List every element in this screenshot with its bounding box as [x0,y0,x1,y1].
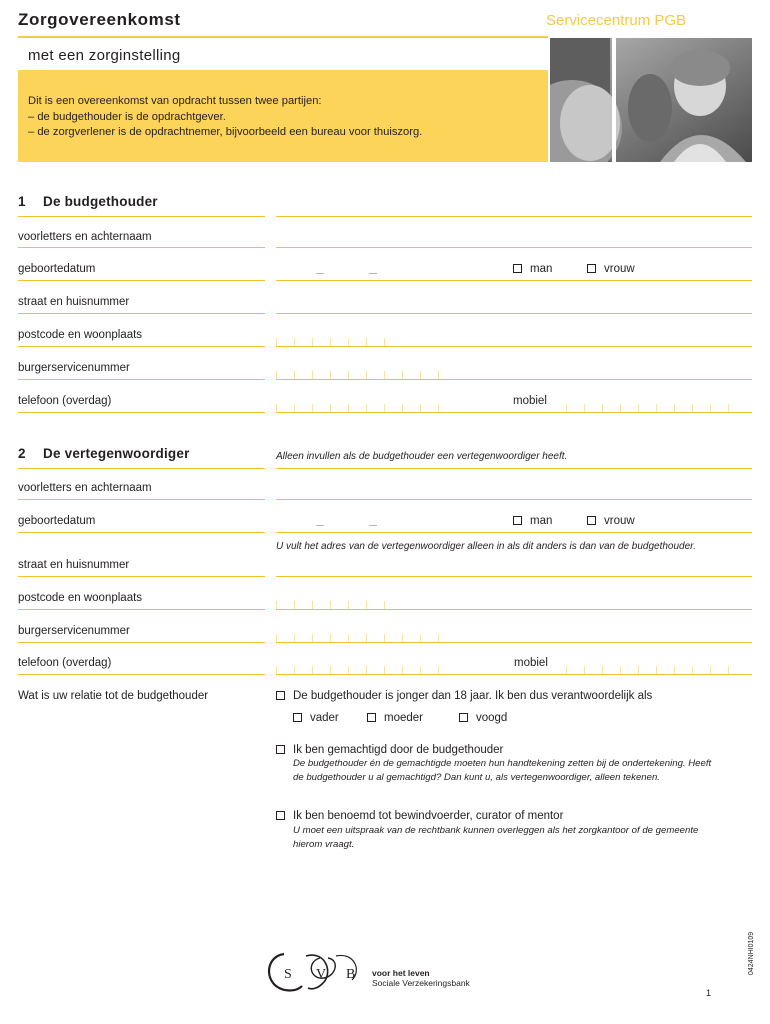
s1-vrouw-option[interactable] [587,263,635,275]
relation-guardian-option[interactable] [459,712,507,724]
s2-mobile-label: mobiel [514,657,548,669]
relation-authorized-label: Ik ben gemachtigd door de budgethouder [293,744,504,756]
s2-postcode-label: postcode en woonplaats [18,592,143,604]
s2-birthdate-label: geboortedatum [18,515,96,527]
relation-authorized-checkbox[interactable] [276,745,285,754]
s1-name-field[interactable] [276,247,752,248]
s2-man-checkbox[interactable] [513,516,522,525]
section-2-heading [18,446,190,461]
s2-phone-label: telefoon (overdag) [18,657,112,669]
s2-date-separator [369,525,377,526]
relation-authorized-option[interactable] [276,744,503,756]
s1-birthdate-rule-left [18,280,265,281]
relation-authorized-note: De budgethouder én de gemachtigde moeten hun handtekening zetten bij de ondertekening. Heeft de budgethouder u al gemachtigd? Dan kunt u, als vertegenwoordiger, alleen tekenen. [293,758,712,783]
intro-line-1: Dit is een overeenkomst van opdracht tussen twee partijen: [28,95,322,107]
s2-birthdate-rule-left [18,532,265,533]
s1-bsn-field[interactable] [276,379,752,380]
s1-postcode-field[interactable] [276,346,752,347]
s1-phone-field[interactable] [276,412,752,413]
relation-appointed-option[interactable] [276,810,563,822]
logo-text [372,968,470,988]
logo-letter-b: B [346,967,356,982]
s2-phone-boxes [276,666,439,674]
s2-relation-label: Wat is uw relatie tot de budgethouder [18,690,209,702]
s1-date-separator [369,273,377,274]
relation-mother-label: moeder [384,712,423,724]
s2-postcode-boxes [276,601,385,609]
s2-birthdate-field[interactable] [276,532,752,533]
s2-postcode-rule-left [18,609,265,610]
relation-minor-label: De budgethouder is jonger dan 18 jaar. Ik ben dus verantwoordelijk als [293,690,653,702]
relation-appointed-checkbox[interactable] [276,811,285,820]
s1-postcode-rule-left [18,346,265,347]
intro-box [18,70,548,162]
relation-father-checkbox[interactable] [293,713,302,722]
section-2-rule-right [276,468,752,469]
logo-letter-s: S [284,967,292,982]
photo-illustration [550,38,752,162]
relation-guardian-checkbox[interactable] [459,713,468,722]
s1-mobile-label: mobiel [513,395,547,407]
s1-date-separator [316,273,324,274]
relation-father-option[interactable] [293,712,339,724]
section-1-rule-right [276,216,752,217]
relation-father-label: vader [310,712,339,724]
s2-man-option[interactable] [513,515,552,527]
s1-phone-boxes [276,404,439,412]
relation-mother-checkbox[interactable] [367,713,376,722]
s2-mobile-boxes [566,666,729,674]
page-number: 1 [706,988,712,998]
s1-phone-rule-left [18,412,265,413]
intro-line-3: – de zorgverlener is de opdrachtnemer, bijvoorbeeld een bureau voor thuiszorg. [28,126,423,138]
s2-bsn-boxes [276,634,439,642]
section-2-title: De vertegenwoordiger [43,446,190,461]
logo-org: Sociale Verzekeringsbank [372,978,470,988]
s1-bsn-boxes [276,371,439,379]
s1-vrouw-label: vrouw [604,263,635,275]
s1-bsn-label: burgerservicenummer [18,362,130,374]
section-1-heading [18,194,158,209]
s2-postcode-field[interactable] [276,609,752,610]
logo-letter-v: V [316,967,327,982]
s2-name-field[interactable] [276,499,752,500]
brand-label: Servicecentrum PGB [546,12,687,29]
s1-man-label: man [530,263,553,275]
section-1-number: 1 [18,194,26,209]
s2-name-rule-left [18,499,265,500]
s2-vrouw-label: vrouw [604,515,635,527]
s1-postcode-label: postcode en woonplaats [18,329,143,341]
svb-logo [262,950,368,994]
s2-street-label: straat en huisnummer [18,559,130,571]
s1-street-rule-left [18,313,265,314]
relation-appointed-note: U moet een uitspraak van de rechtbank kunnen overleggen als het zorgkantoor of de gemeente hierom vraagt. [293,825,699,850]
section-1-title: De budgethouder [43,194,158,209]
header-photo [550,38,752,162]
form-title: Zorgovereenkomst [18,10,181,29]
s1-postcode-boxes [276,338,385,346]
relation-mother-option[interactable] [367,712,423,724]
s1-man-option[interactable] [513,263,552,275]
s1-street-field[interactable] [276,313,752,314]
s1-phone-label: telefoon (overdag) [18,395,112,407]
relation-appointed-label: Ik ben benoemd tot bewindvoerder, curator of mentor [293,810,564,822]
s1-man-checkbox[interactable] [513,264,522,273]
relation-guardian-label: voogd [476,712,508,724]
s2-man-label: man [530,515,553,527]
s2-bsn-label: burgerservicenummer [18,625,130,637]
s1-birthdate-field[interactable] [276,280,752,281]
s2-name-label: voorletters en achternaam [18,482,152,494]
s1-mobile-boxes [566,404,729,412]
section-2-note: Alleen invullen als de budgethouder een vertegenwoordiger heeft. [276,451,568,462]
section-2-number: 2 [18,446,26,461]
s2-vrouw-checkbox[interactable] [587,516,596,525]
relation-minor-option[interactable] [276,690,652,702]
logo-tagline: voor het leven [372,968,430,978]
s1-vrouw-checkbox[interactable] [587,264,596,273]
s2-bsn-rule-left [18,642,265,643]
s2-vrouw-option[interactable] [587,515,635,527]
document-code: 0424NHI0109 [748,931,755,975]
section-1-rule-left [18,216,265,217]
section-2-rule-left [18,468,265,469]
s1-street-label: straat en huisnummer [18,296,130,308]
s1-bsn-rule-left [18,379,265,380]
relation-minor-checkbox[interactable] [276,691,285,700]
intro-line-2: – de budgethouder is de opdrachtgever. [28,110,226,123]
s2-phone-rule-left [18,674,265,675]
form-subtitle: met een zorginstelling [28,47,181,64]
svb-logo-mark [262,950,368,994]
s2-date-separator [316,525,324,526]
s1-name-label: voorletters en achternaam [18,231,152,243]
s2-phone-field[interactable] [276,674,752,675]
s2-street-field[interactable] [276,576,752,577]
header-divider [18,36,548,38]
s1-birthdate-label: geboortedatum [18,263,96,275]
s2-address-note: U vult het adres van de vertegenwoordiger alleen in als dit anders is dan van de budgethouder. [276,541,696,552]
s2-bsn-field[interactable] [276,642,752,643]
s2-street-rule-left [18,576,265,577]
s1-name-rule-left [18,247,265,248]
